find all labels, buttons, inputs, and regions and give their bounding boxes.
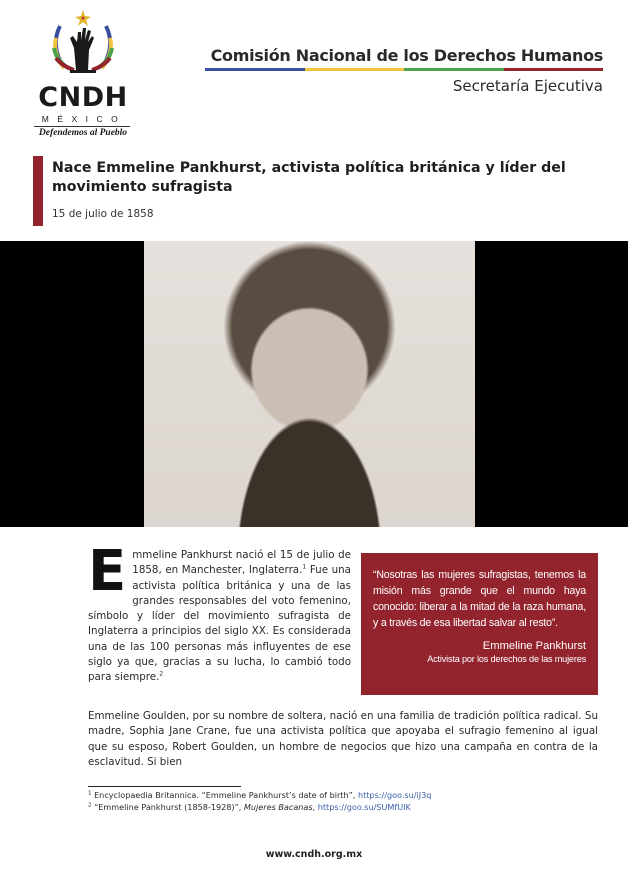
footnote-source-title: Mujeres Bacanas [243, 801, 313, 812]
org-subtitle: Secretaría Ejecutiva [452, 77, 603, 95]
page-title: Nace Emmeline Pankhurst, activista política británica y líder del movimiento sufragista [52, 160, 566, 195]
color-bar-green [404, 68, 504, 71]
quote-text: “Nosotras las mujeres sufragistas, tenemos la misión más grande que el mundo haya conocido: liberar a la mitad de la raza humana, y a través de esa libertad salvar al resto”. [373, 569, 586, 629]
footnote-2 [88, 802, 431, 814]
color-bar-blue [205, 68, 305, 71]
quote-author: Emmeline Pankhurst [482, 640, 586, 652]
title-block [33, 156, 593, 226]
footnote-1 [88, 790, 431, 802]
paragraph-1 [88, 539, 351, 686]
footnote-link[interactable]: https://goo.su/SUMfUIK [317, 801, 411, 812]
color-bar-red [504, 68, 604, 71]
paragraph-2: Emmeline Goulden, por su nombre de soltera, nació en una familia de tradición política radical. Su madre, Sophia Jane Crane, fue una activista política que apoyaba el sufragio femenino al igual que su esposo, Robert Goulden, un hombre de negocios que hizo una campaña en contra de la esclavitud. Si bien [88, 710, 598, 768]
color-bar-yellow [305, 68, 405, 71]
portrait-photo [144, 241, 475, 527]
quote-box [361, 553, 598, 695]
logo-acronym: CNDH [38, 82, 128, 113]
org-name: Comisión Nacional de los Derechos Humanos [210, 46, 603, 65]
footnote-ref-1[interactable]: 1 [302, 563, 307, 571]
footnote-divider [88, 786, 241, 787]
org-header [205, 46, 603, 95]
footer-website[interactable]: www.cndh.org.mx [265, 849, 363, 860]
paragraph-1-text-b: Fue una activista política británica y una de las grandes responsables del voto femenino, símbolo y líder del movimiento sufragista de Inglaterra a principios del siglo XX. Es considerada una de las 100 personas más influyentes de ese siglo ya que, gracias a su lucha, lo cambió todo para siempre. [88, 564, 351, 684]
logo-country: MÉXICO [41, 114, 127, 124]
footnote-number: 2 [88, 801, 92, 808]
paragraph-1-text-a: mmeline Pankhurst nació el 15 de julio de 1858, en Manchester, Inglaterra. [132, 549, 351, 577]
laurel-hand-emblem-icon [42, 8, 124, 80]
footnote-link[interactable]: https://goo.su/iJ3q [357, 790, 432, 800]
article-date: 15 de julio de 1858 [52, 208, 154, 220]
color-bar [205, 68, 603, 71]
cndh-logo [30, 8, 145, 138]
title-accent-bar [33, 156, 43, 226]
footnote-text: “Emmeline Pankhurst (1858-1928)”, [91, 801, 244, 812]
footnote-ref-2[interactable]: 2 [159, 670, 164, 678]
logo-motto: Defendemos al Pueblo [38, 128, 128, 138]
quote-author-role: Activista por los derechos de las mujeres [427, 654, 586, 664]
photo-band [0, 241, 628, 527]
footnote-separator: , [312, 801, 318, 812]
footnote-number: 1 [88, 790, 92, 797]
dropcap: E [88, 539, 127, 604]
footnote-text: Encyclopaedia Britannica. “Emmeline Pankhurst’s date of birth”, [91, 790, 358, 800]
footnotes [88, 790, 431, 813]
logo-divider [34, 126, 130, 127]
